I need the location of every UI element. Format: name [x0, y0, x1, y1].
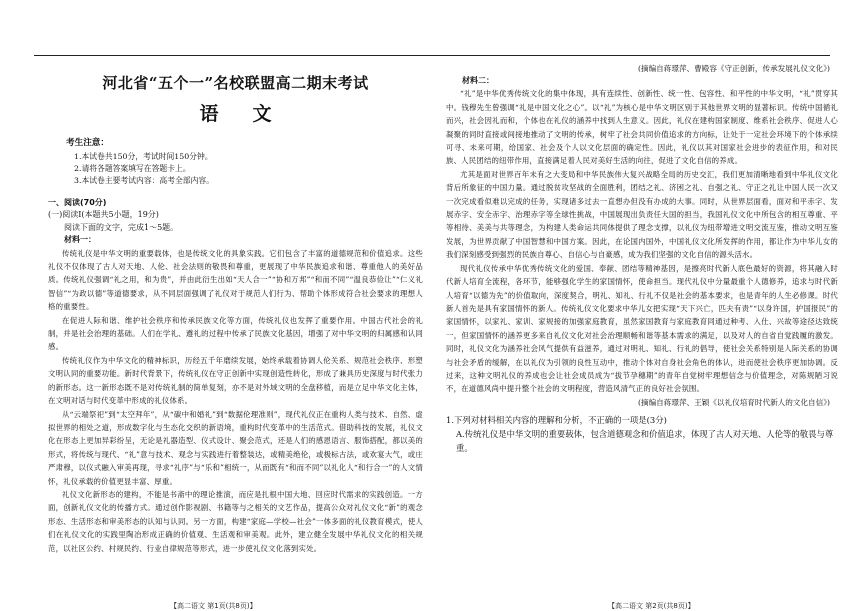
source-citation-2: (摘编自蒋璟萍、王颖《以礼仪培育时代新人的文化自信》) — [638, 397, 830, 407]
left-column — [48, 62, 423, 608]
material1-label: 材料一： — [64, 235, 96, 245]
page-footer-left: 【高二语文 第1页(共8页)】 — [170, 602, 257, 610]
material1-paragraph: 从“云端祭祀”到“太空拜年”，从“碳中和婚礼”到“数据伦理准则”，现代礼仪正在重构人类与技术、自然、虚拟世界的相处之道，形成数字化与生态化交织的新语境，重构时代变革中的生活范式。借助科技的发展，礼仪文化在形态上更加异彩纷呈，无论是礼器造型、仪式设计、聚会范式，还是人们的感恩语言、服饰搭配，都以美的形式，将传统与现代、“礼”意与技术、观念与实践进行着整装达，或精美绝伦，或极标古法，或欢宴大气，或庄严肃穆，以仪式融入审美再现，寻求“礼序”与“乐和”相统一，从而既有“和而不同”以礼化人“和行合一”的人文情怀，礼仪承载的价值更显丰富、厚重。 — [48, 409, 423, 486]
material1-paragraph: 礼仪文化新形态的建构，不能是书斋中的理论推演，而应是扎根中国大地、回应时代需求的实践创造。一方面，创新礼仪文化的传播方式。通过创作影视剧、书籍等与之相关的文艺作品，提高公众对礼仪文化“新”的观念形态、生活形态和审美形态的认知与认同。另一方面，构建“家庭—学校—社会”一体多面的礼仪教育模式，使人们在礼仪文化的实践里陶冶形成正确的价值观、生活观和审美观。此外，建立健全发展中华礼仪文化的相关规范，以社区公约、村规民约、行业自律规范等形式，进一步使礼仪文化落到实处。 — [48, 489, 423, 553]
page-footer-right: 【高二语文 第2页(共8页)】 — [608, 602, 695, 610]
section-sub: (一)阅读Ⅰ(本题共5小题，19分) — [48, 210, 159, 220]
right-column — [446, 62, 838, 608]
source-citation-1: (摘编自蒋璟萍、曹殿容《守正创新，传承发展礼仪文化》) — [638, 64, 830, 73]
material2-paragraph: “礼”是中华优秀传统文化的集中体现，具有连续性、创新性、统一性、包容性、和平性的中华文明，“礼”贯穿其中。钱穆先生曾强调“礼是中国文化之心”。以“礼”为核心是中华文明区别于其他世界文明的显著标识。传统中国循礼而兴，社会因礼而和，个体也在礼仪的涵养中找到人生意义。因此，礼仪在建构国家制度、维系社会秩序、促进人心凝聚的同时直接或间接地推动了文明的传承，树牢了社会共同价值追求的方向标，让处于一定社会环境下的个体承续可寻、未来可期，给国家、社会及个人以文化层面的确定性。因此，礼仪以其对国家社会进步的表征作用，和对民族、人民团结的纽带作用，直接满足着人民对美好生活的向往，促进了文化自信的养成。 — [446, 89, 838, 166]
exam-subject: 语文 — [199, 103, 306, 125]
material1-paragraph: 在促进人际和谐、维护社会秩序和传承民族文化等方面，传统礼仪也发挥了重要作用。中国古代社会的礼制，并是社会治理的基础。人们在学礼、遵礼的过程中传承了民族文化基因，增强了对中华文明的归属感和认同感。 — [48, 315, 423, 352]
question-1-option-a: A.传统礼仪是中华文明的重要载体，包含道德观念和价值追求，体现了古人对天地、人伦等的敬畏与尊重。 — [456, 428, 834, 453]
note-item: 3.本试卷主要考试内容：高考全部内容。 — [74, 176, 214, 185]
note-item: 2.请将各题答案填写在答题卡上。 — [74, 164, 191, 173]
notes-heading: 考生注意： — [66, 138, 109, 148]
material1-paragraph: 传统礼仪是中华文明的重要载体，也是传统文化的具象实践。它们包含了丰富的道德规范和价值追求。这些礼仪不仅体现了古人对天地、人伦、社会法则的敬畏和尊重，更展现了中华民族追求和谐、尊重他人的美好品质。传统礼仪强调“礼之用，和为贵”，并由此衍生出如“天人合一”“协和万邦”“和而不同”“温良恭俭让”“仁义礼智信”“为政以德”等道德要求，从不同层面强调了礼仪对于规范人们行为、帮助个体形成符合社会要求的理想人格的重要性。 — [48, 248, 423, 312]
section-instruction: 阅读下面的文字，完成1～5题。 — [64, 222, 179, 232]
note-item: 1.本试卷共150分，考试时间150分钟。 — [74, 152, 213, 161]
section-title: 一、阅读(70分) — [48, 198, 107, 207]
material2-label: 材料二： — [462, 76, 494, 85]
material2-paragraph: 现代礼仪传承中华优秀传统文化的爱国、奉献、团结等精神基因，是擦亮时代新人底色最好的资源，将其融入时代新人培育全流程，各环节，能够强化学生的家国情怀，使命担当。现代礼仪中分量最重个人德修养，追求与时代新人培育“以德为先”的价值取向，深度契合，明礼、知礼、行礼不仅是社会的基本要求，也是青年的人生必修课。时代新人首先是具有家国情怀的新人。传统礼仪文化要求中华儿女把实现“天下兴亡，匹夫有责”“以身许国，护国报民”的家国情怀，以家礼、家训、家规接的加强家庭教育，虽然家国教育与家庭教育同通过种考、入仕、兴故等途径达致统一，但家国情怀的涵养更多来自礼仪文化对社会治理顺畅和谐等基本需求的满足，以及对人的自省自觉践履的激发。同时，礼仪文化为涵养社会风气提供有益滋养，通过对明礼、知礼、行礼的倡导，使社会关系特别是人际关系的协调与社会矛盾的缓解，在以礼仪为引领的良性互动中，推动个体对自身社会角色的体认，进而使社会秩序更加协调。反过来，这种文明礼仪的养成也会让社会成员成为“拔节孕穗期”的青年自觉树牢理想信念与价值理念，对陈规陋习说不，在道德风尚中提升整个社会的文明程度，营造风清气正的良好社会氛围。 — [446, 263, 838, 394]
top-rule — [34, 55, 830, 56]
material1-paragraph: 传统礼仪作为中华文化的精神标识，历经五千年磨续发展，始终承载着协调人伦关系、规范社会秩序、形塑文明认同的重要功能。新时代背景下，传统礼仪在守正创新中实现创造性转化，形成了兼具历史深度与时代张力的新形态。这一新形态既不是对传统礼制的简单复刻，亦不是对外域文明的全盘移植，而是立足中华文化主体，在文明对话与时代变革中形成的礼仪体系。 — [48, 355, 423, 406]
exam-title: 河北省“五个一”名校联盟高二期末考试 — [102, 74, 369, 92]
question-1-stem: 1.下列对材料相关内容的理解和分析，不正确的一项是(3分) — [446, 414, 667, 425]
material2-paragraph: 尤其是面对世界百年未有之大变局和中华民族伟大复兴战略全局的历史交汇，我们更加清晰地看到中华礼仪文化背后所象征的中国力量。通过脱贫攻坚战的全面胜利，团结之礼、济困之礼、自强之礼、守正之礼让中国人民一次又一次完成看似难以完成的任务，实现诸多过去一直想办但没有办成的大事。同时，从世界层面看，面对和平赤字、发展赤字、安全赤字、治理赤字等全球性挑战，中国展现出负责任大国的担当，我国礼仪文化中所包含的相互尊重、平等相待、美美与共等理念，为构建人类命运共同体提供了理念支撑，以礼仪为纽带增进文明交流互鉴，推动文明互鉴发展，为世界贡献了中国智慧和中国方案。因此，在论国内国外，中国礼仪文化所发挥的作用，都让作为中华儿女的我们深刻感受到强烈的民族自尊心、自信心与自豪感，成为我们坚强的文化自信的源头活水。 — [446, 169, 838, 260]
